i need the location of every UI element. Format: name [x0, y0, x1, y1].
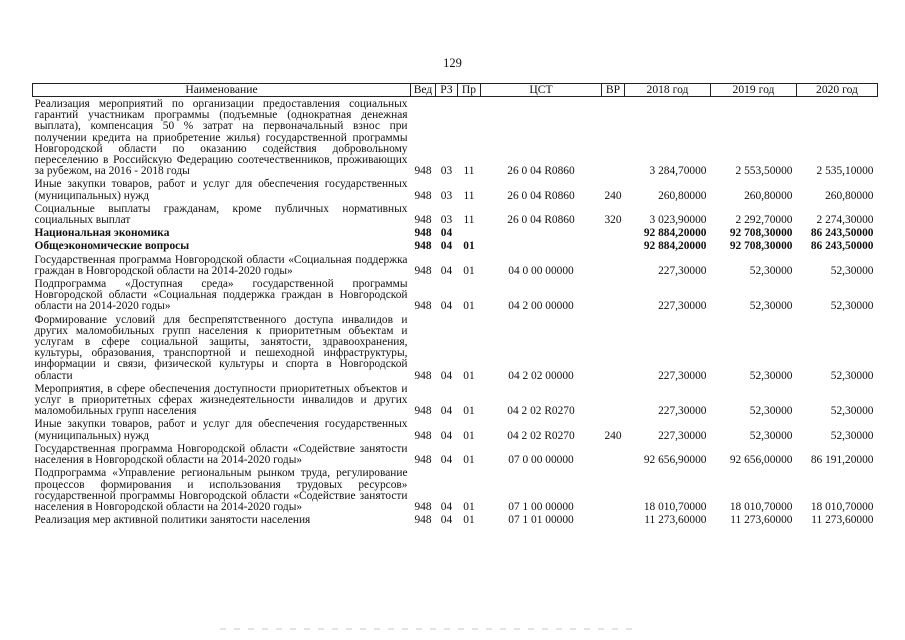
header-2020: 2020 год: [797, 84, 878, 97]
row-2018: 227,30000: [658, 369, 707, 382]
row-rz: 03: [440, 165, 453, 178]
row-2019: 52,30000: [749, 264, 793, 277]
table-row: [33, 513, 878, 526]
table-row: [33, 277, 878, 313]
row-ved: 948: [414, 405, 432, 418]
table-row: [33, 177, 878, 201]
row-rz: 04: [440, 240, 453, 253]
row-2018: 227,30000: [658, 405, 707, 418]
row-rz: 04: [440, 227, 453, 240]
row-2019: 18 010,70000: [729, 500, 793, 513]
table-header-row: [33, 84, 878, 97]
row-2018: 92 656,90000: [643, 454, 707, 467]
row-rz: 04: [440, 264, 453, 277]
row-cst: 26 0 04 R0860: [507, 165, 575, 178]
table-row: [33, 466, 878, 513]
row-cst: 04 2 00 00000: [508, 300, 574, 313]
row-ved: 948: [414, 214, 432, 227]
row-pr: 01: [463, 454, 475, 467]
row-name: Общеэкономические вопросы: [34, 240, 190, 253]
table-row: [33, 382, 878, 418]
row-rz: 04: [440, 500, 453, 513]
row-2020: 52,30000: [830, 429, 874, 442]
row-pr: 01: [463, 500, 475, 513]
header-2018: 2018 год: [625, 84, 711, 97]
row-rz: 03: [440, 189, 453, 202]
header-ved: Вед: [411, 84, 436, 97]
row-2018: 227,30000: [658, 300, 707, 313]
row-cst: 07 0 00 00000: [508, 454, 574, 467]
row-vr: [602, 442, 625, 466]
row-pr: 01: [463, 264, 475, 277]
row-2018: 227,30000: [658, 264, 707, 277]
row-vr: [602, 513, 625, 526]
row-pr: 01: [463, 240, 475, 253]
table-row: [33, 417, 878, 441]
row-pr: 11: [463, 189, 475, 202]
row-ved: 948: [414, 454, 432, 467]
row-2020: 11 273,60000: [811, 514, 874, 527]
row-pr: 01: [463, 514, 475, 527]
row-2020: 52,30000: [830, 264, 874, 277]
row-name: Иные закупки товаров, работ и услуг для обеспечения государственных (муниципальных) нужд: [34, 418, 408, 442]
row-2020: 86 191,20000: [810, 454, 874, 467]
row-2020: 52,30000: [830, 369, 874, 382]
row-rz: 04: [440, 429, 453, 442]
row-2019: 52,30000: [749, 300, 793, 313]
row-2019: 52,30000: [749, 369, 793, 382]
row-vr: 240: [604, 429, 622, 442]
row-2020: 52,30000: [830, 405, 874, 418]
header-rz: РЗ: [436, 84, 458, 97]
row-name: Формирование условий для беспрепятственного доступа инвалидов и других маломобильных групп населения к приоритетным объектам и услугам в сфере социальной защиты, занятости, здравоохранения, культуры, образования, транспортной и пешеходной инфраструктуры, информации и связи, физической культуры и спорта в Новгородской области: [34, 313, 408, 382]
header-cst: ЦСТ: [481, 84, 602, 97]
budget-table: [32, 83, 878, 526]
row-rz: 03: [440, 214, 453, 227]
row-2018: 92 884,20000: [643, 227, 707, 240]
row-cst: 04 0 00 00000: [508, 264, 574, 277]
header-2019: 2019 год: [711, 84, 797, 97]
table-row: [33, 239, 878, 252]
row-ved: 948: [414, 165, 432, 178]
table-row: [33, 253, 878, 277]
header-name: Наименование: [33, 84, 411, 97]
row-name: Подпрограмма «Доступная среда» государственной программы Новгородской области «Социальная поддержка граждан в Новгородской области на 2014-2020 годы»: [34, 278, 408, 313]
row-rz: 04: [440, 514, 453, 527]
row-2020: 2 274,30000: [816, 214, 874, 227]
row-2019: 52,30000: [749, 429, 793, 442]
row-name: Социальные выплаты гражданам, кроме публичных нормативных социальных выплат: [34, 202, 408, 227]
table-row: [33, 202, 878, 226]
row-name: Государственная программа Новгородской области «Содействие занятости населения в Новгородской области на 2014-2020 годы»: [34, 442, 408, 467]
table-row: [33, 442, 878, 466]
row-cst: [481, 226, 602, 239]
row-name: Национальная экономика: [34, 227, 170, 240]
table-row: [33, 97, 878, 178]
row-vr: 240: [604, 189, 622, 202]
row-name: Мероприятия, в сфере обеспечения доступности приоритетных объектов и услуг в приоритетных сферах жизнедеятельности инвалидов и других маломобильных групп населения: [34, 382, 408, 418]
row-cst: 26 0 04 R0860: [507, 214, 575, 227]
row-pr: 01: [463, 300, 475, 313]
row-vr: [602, 226, 625, 239]
row-name: Реализация мероприятий по организации предоставления социальных гарантий участникам программы (подъемные (однократная денежная выплата), компенсация 50 % затрат на первоначальный взнос при получении кредита на приобретение жилья) государственной программы Новгородской области по оказанию содействия добровольному переселению в Российскую Федерацию соотечественников, проживающих за рубежом, на 2016 - 2018 годы: [34, 98, 408, 178]
row-vr: [602, 382, 625, 418]
row-rz: 04: [440, 300, 453, 313]
row-2018: 92 884,20000: [643, 240, 707, 253]
row-2019: 260,80000: [744, 189, 793, 202]
row-rz: 04: [440, 454, 453, 467]
row-vr: [602, 253, 625, 277]
row-2019: 92 656,00000: [729, 454, 793, 467]
row-2019: 52,30000: [749, 405, 793, 418]
table-row: [33, 226, 878, 239]
row-pr: 11: [463, 214, 475, 227]
row-vr: [602, 466, 625, 513]
row-2018: 227,30000: [658, 429, 707, 442]
row-cst: 07 1 01 00000: [508, 514, 574, 527]
row-rz: 04: [440, 369, 453, 382]
row-pr: 01: [463, 369, 475, 382]
row-name: Иные закупки товаров, работ и услуг для обеспечения государственных (муниципальных) нужд: [34, 178, 408, 202]
scan-artifact: [220, 628, 640, 630]
row-2019: 2 553,50000: [735, 165, 793, 178]
row-name: Подпрограмма «Управление региональным рынком труда, регулирование процессов формирования и использования трудовых ресурсов» государственной программы Новгородской области «Содействие занятости населения в Новгородской области на 2014-2020 годы»: [34, 467, 408, 513]
row-name: Государственная программа Новгородской области «Социальная поддержка граждан в Новгородской области на 2014-2020 годы»: [34, 253, 408, 277]
page-number: 129: [443, 56, 462, 70]
row-vr: [602, 239, 625, 252]
row-2018: 11 273,60000: [644, 514, 707, 527]
row-ved: 948: [414, 369, 432, 382]
row-ved: 948: [414, 227, 432, 240]
row-2018: 3 284,70000: [649, 165, 707, 178]
row-cst: 04 2 02 R0270: [507, 405, 575, 418]
row-2018: 3 023,90000: [649, 214, 707, 227]
header-vr: ВР: [602, 84, 625, 97]
row-pr: 01: [463, 429, 475, 442]
row-vr: [602, 313, 625, 382]
row-cst: 26 0 04 R0860: [507, 189, 575, 202]
row-2020: 86 243,50000: [810, 240, 874, 253]
row-2018: 260,80000: [658, 189, 707, 202]
row-2019: 92 708,30000: [729, 227, 793, 240]
row-vr: 320: [604, 214, 622, 227]
row-pr: 01: [463, 405, 475, 418]
row-pr: 11: [463, 165, 475, 178]
row-cst: [481, 239, 602, 252]
row-ved: 948: [414, 264, 432, 277]
table-row: [33, 313, 878, 382]
row-cst: 07 1 00 00000: [508, 500, 574, 513]
row-ved: 948: [414, 514, 432, 527]
row-2019: 11 273,60000: [730, 514, 793, 527]
row-2020: 18 010,70000: [810, 500, 874, 513]
row-pr: [458, 226, 481, 239]
row-vr: [602, 277, 625, 313]
row-ved: 948: [414, 240, 432, 253]
row-name: Реализация мер активной политики занятости населения: [34, 514, 311, 527]
row-2019: 92 708,30000: [729, 240, 793, 253]
row-cst: 04 2 02 00000: [508, 369, 574, 382]
row-rz: 04: [440, 405, 453, 418]
row-2020: 86 243,50000: [810, 227, 874, 240]
row-cst: 04 2 02 R0270: [507, 429, 575, 442]
row-ved: 948: [414, 429, 432, 442]
row-2020: 260,80000: [825, 189, 874, 202]
row-ved: 948: [414, 500, 432, 513]
row-2020: 52,30000: [830, 300, 874, 313]
row-2020: 2 535,10000: [816, 165, 874, 178]
row-ved: 948: [414, 189, 432, 202]
row-2019: 2 292,70000: [735, 214, 793, 227]
row-ved: 948: [414, 300, 432, 313]
row-vr: [602, 97, 625, 178]
header-pr: Пр: [458, 84, 481, 97]
row-2018: 18 010,70000: [643, 500, 707, 513]
